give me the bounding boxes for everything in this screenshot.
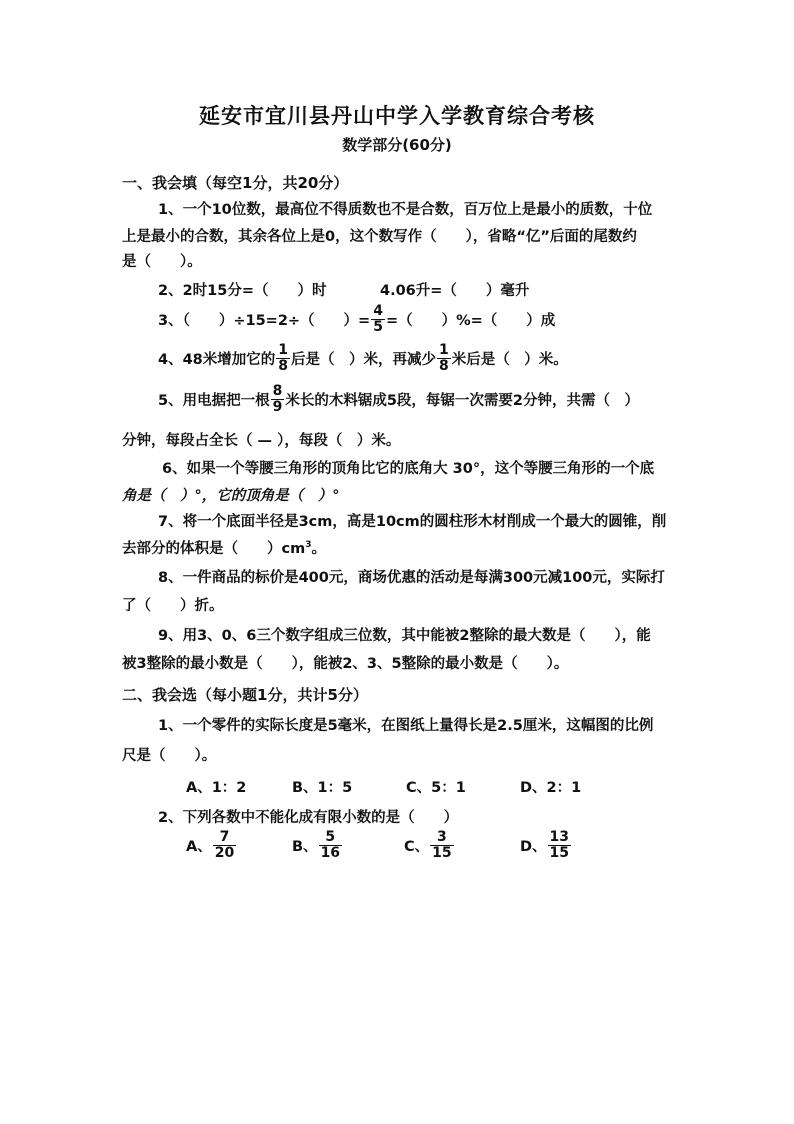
option-b-fraction [319, 830, 342, 860]
page-subtitle: 数学部分(60分) [342, 136, 452, 154]
section1-heading: 一、我会填（每空1分，共20分） [122, 174, 349, 192]
q5-pre: 5、用电据把一根 [158, 392, 270, 409]
option-a-den: 20 [214, 844, 235, 861]
option-a-num: 7 [219, 829, 230, 845]
s2-q2-option-b [292, 830, 343, 860]
q4-fraction-1 [276, 343, 290, 373]
q4-mid: 后是（ ）米，再减少 [291, 351, 437, 368]
q2-part-b: 4.06升=（ ）毫升 [380, 283, 530, 299]
option-d-fraction [548, 830, 571, 860]
option-c-den: 15 [432, 844, 452, 861]
option-d-num: 13 [549, 829, 570, 845]
s2-q2-option-c [404, 830, 455, 860]
q4-frac1-num: 1 [278, 342, 289, 358]
q1-line2: 上是最小的合数，其余各位上是0，这个数写作（ ），省略“亿”后面的尾数约 [122, 229, 637, 245]
option-a-fraction [213, 830, 236, 860]
q4-frac2-num: 1 [439, 342, 449, 358]
q6-line1: 6、如果一个等腰三角形的顶角比它的底角大 30°，这个等腰三角形的一个底 [162, 461, 655, 477]
q9-line2: 被3整除的最小数是（ ），能被2、3、5整除的最小数是（ ）。 [122, 656, 569, 672]
q3-frac-den: 5 [373, 318, 383, 335]
option-b-label: B、 [292, 838, 318, 855]
q7-line2-text: 去部分的体积是（ ）cm [122, 541, 306, 557]
section2-heading: 二、我会选（每小题1分，共计5分） [122, 686, 368, 704]
q5-line2: 分钟，每段占全长（ — ），每段（ ）米。 [122, 433, 401, 449]
option-b-num: 5 [325, 829, 336, 845]
option-a-label: A、 [186, 838, 212, 855]
s2-q1-line2: 尺是（ ）。 [122, 748, 217, 764]
option-c-num: 3 [437, 829, 447, 845]
q7-line2 [122, 537, 326, 558]
s2-q1-line1: 1、一个零件的实际长度是5毫米，在图纸上量得长是2.5厘米，这幅图的比例 [158, 718, 654, 734]
option-c-label: C、 [404, 838, 430, 855]
q5-fraction [271, 384, 285, 414]
s2-q2-line1: 2、下列各数中不能化成有限小数的是（ ） [158, 810, 459, 826]
s2-q1-option-a: A、1：2 [186, 780, 247, 796]
q3-pre: 3、（ ）÷15=2÷（ ）= [158, 312, 371, 329]
s2-q1-option-d: D、2：1 [520, 780, 582, 796]
q8-line1: 8、一件商品的标价是400元，商场优惠的活动是每满300元减100元，实际打 [158, 570, 665, 586]
q4-frac1-den: 8 [278, 357, 289, 374]
s2-q2-option-d [520, 830, 572, 860]
option-d-den: 15 [549, 844, 570, 861]
option-d-label: D、 [520, 838, 547, 855]
q7-line1: 7、将一个底面半径是3cm，高是10cm的圆柱形木材削成一个最大的圆锥，削 [158, 514, 667, 530]
q5-line1 [158, 384, 639, 414]
q7-superscript: 3 [305, 540, 312, 551]
q2-part-a: 2、2时15分=（ ）时 [158, 283, 327, 299]
q3-fraction [371, 304, 385, 334]
q7-line2-end: 。 [311, 541, 326, 557]
q4-post: 米后是（ ）米。 [451, 351, 568, 368]
page-title: 延安市宜川县丹山中学入学教育综合考核 [199, 104, 595, 128]
q5-frac-num: 8 [272, 383, 283, 399]
option-b-den: 16 [320, 844, 341, 861]
q9-line1: 9、用3、0、6三个数字组成三位数，其中能被2整除的最大数是（ ），能 [158, 628, 651, 644]
q5-frac-den: 9 [272, 398, 283, 415]
q3-frac-num: 4 [373, 303, 383, 319]
q4-line [158, 343, 568, 373]
s2-q1-option-b: B、1：5 [292, 780, 353, 796]
s2-q2-option-a [186, 830, 237, 860]
q6-line2: 角是（ ）°，它的顶角是（ ）° [122, 488, 340, 504]
q5-post: 米长的木料锯成5段，每锯一次需要2分钟，共需（ ） [285, 392, 640, 409]
q4-frac2-den: 8 [439, 357, 449, 374]
q8-line2: 了（ ）折。 [122, 598, 224, 614]
q4-pre: 4、48米增加它的 [158, 351, 276, 368]
option-c-fraction [430, 830, 453, 860]
q1-line3: 是（ ）。 [122, 254, 202, 270]
s2-q1-option-c: C、5：1 [406, 780, 466, 796]
q4-fraction-2 [437, 343, 451, 373]
q1-line1: 1、一个10位数，最高位不得质数也不是合数，百万位上是最小的质数，十位 [158, 202, 653, 218]
q3-line [158, 304, 555, 334]
q3-post: =（ ）%=（ ）成 [385, 312, 556, 329]
